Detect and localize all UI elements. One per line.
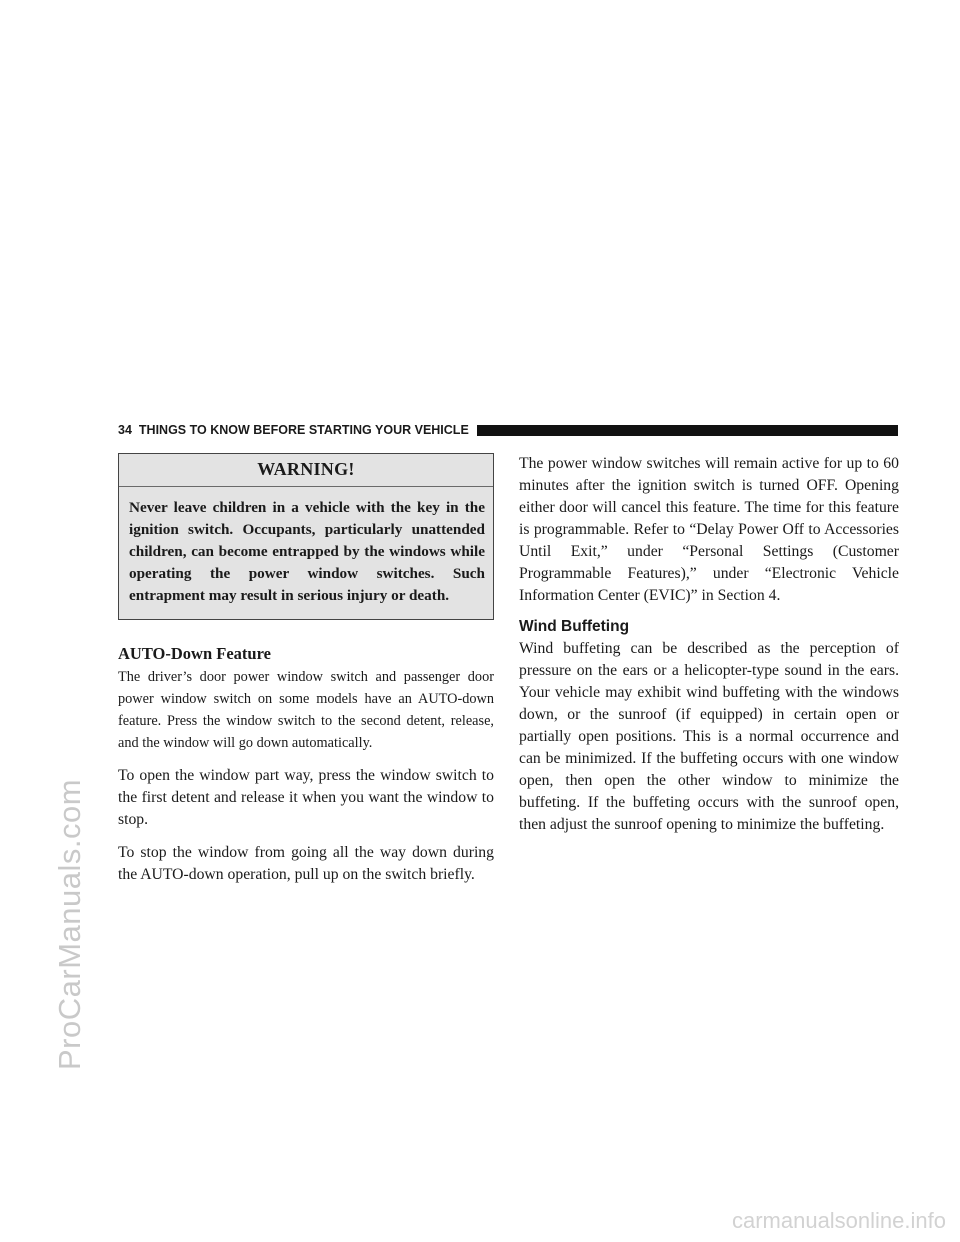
auto-down-heading: AUTO-Down Feature bbox=[118, 644, 271, 663]
page-number: 34 bbox=[118, 423, 132, 437]
warning-box bbox=[118, 453, 494, 620]
auto-down-paragraph: The driver’s door power window switch and passenger door power window switch on some models have an AUTO-down feature. Press the window switch to the second detent, release, and the window will go down automatically. bbox=[118, 669, 494, 751]
warning-text: Never leave children in a vehicle with the key in the ignition switch. Occupants, particularly unattended children, can become entrapped by the windows while operating the power window switches. Such entrapment may result in serious injury or death. bbox=[129, 499, 485, 604]
side-watermark: ProCarManuals.com bbox=[52, 778, 87, 1070]
stop-window-paragraph: To stop the window from going all the way down during the AUTO-down operation, pull up on the switch briefly. bbox=[118, 844, 494, 883]
warning-title: WARNING! bbox=[119, 454, 493, 487]
wind-buffeting-paragraph: Wind buffeting can be described as the perception of pressure on the ears or a helicopter-type sound in the ears. Your vehicle may exhibit wind buffeting with the windows down, or the sunroof (if equipped) in certain open or partially open positions. This is a normal occurrence and can be minimized. If the buffeting occurs with one window open, then open the other window to minimize the buffeting. If the buffeting occurs with the sunroof open, then adjust the sunroof opening to minimize the buffeting. bbox=[519, 640, 899, 833]
running-title: THINGS TO KNOW BEFORE STARTING YOUR VEHICLE bbox=[138, 423, 469, 437]
switches-active-paragraph: The power window switches will remain active for up to 60 minutes after the ignition switch is turned OFF. Opening either door will cancel this feature. The time for this feature is programmable. Refer to “Delay Power Off to Accessories Until Exit,” under “Personal Settings (Customer Programmable Features),” under “Electronic Vehicle Information Center (EVIC)” in Section 4. bbox=[519, 455, 899, 604]
header-rule bbox=[477, 425, 898, 436]
footer-watermark: carmanualsonline.info bbox=[731, 1208, 946, 1233]
wind-buffeting-heading: Wind Buffeting bbox=[519, 618, 630, 635]
left-column bbox=[118, 453, 494, 897]
open-part-way-paragraph: To open the window part way, press the window switch to the first detent and release it when you want the window to stop. bbox=[118, 767, 494, 828]
right-column bbox=[519, 453, 899, 847]
page-header bbox=[118, 420, 898, 440]
